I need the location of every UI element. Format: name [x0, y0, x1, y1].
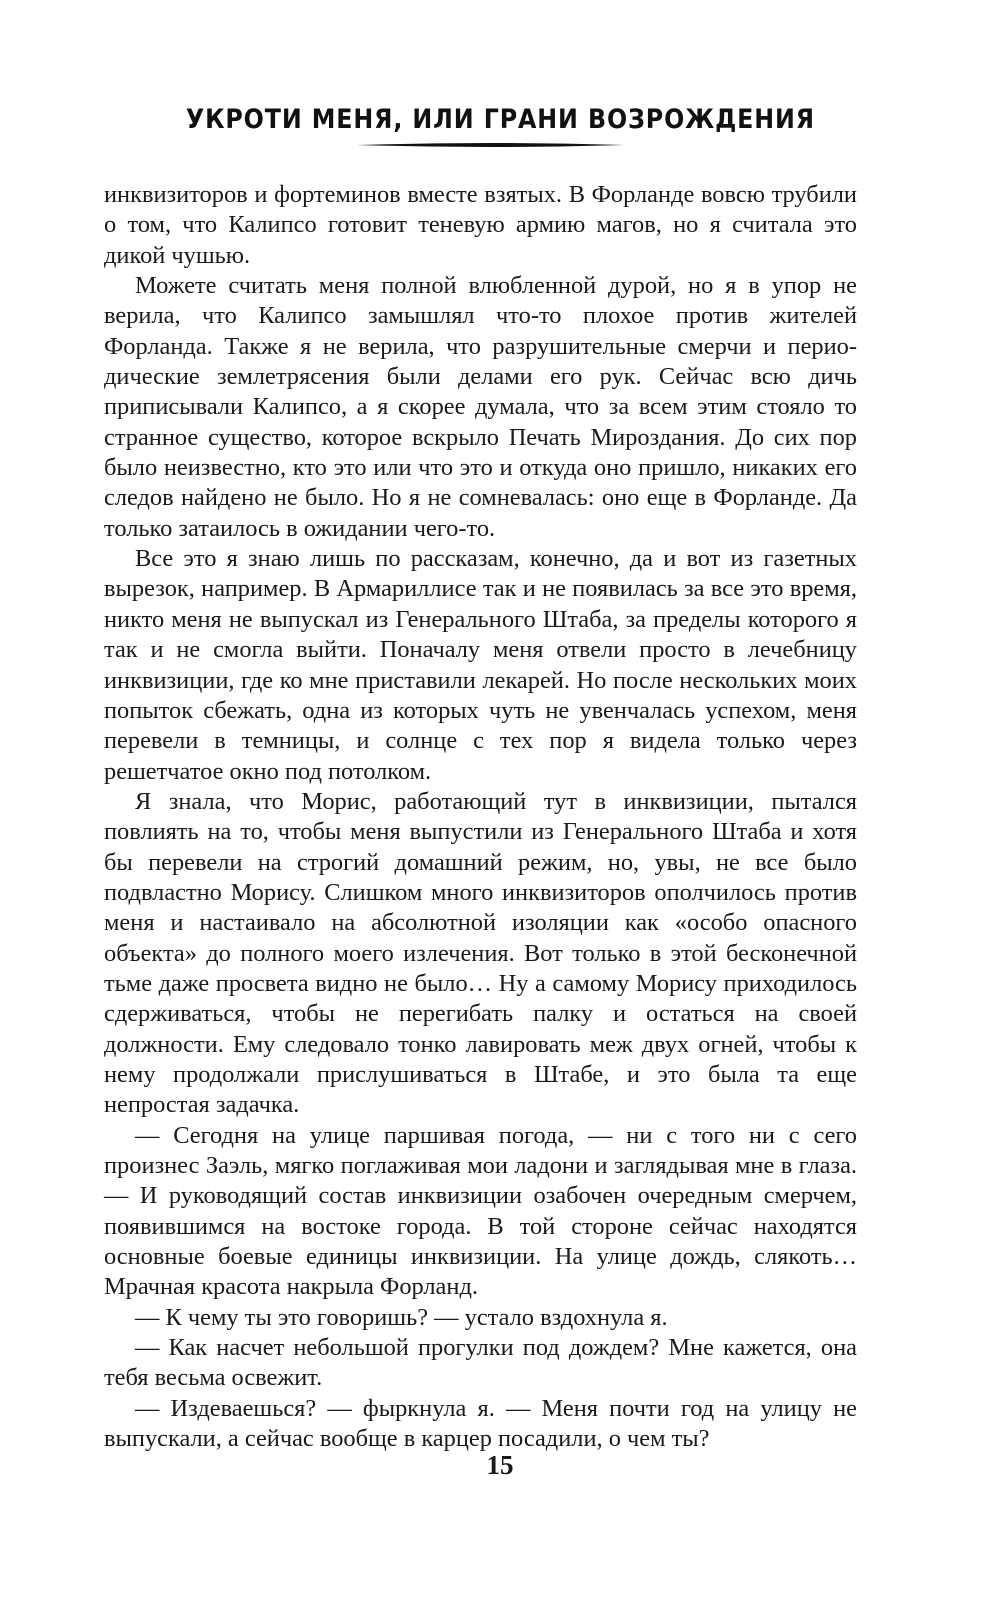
paragraph: Все это я знаю лишь по рассказам, конечно, да и вот из газетных вырезок, например. В Армариллисе так и не появилась за все это время, никто меня не выпускал из Генерального Штаба, за пределы которого я так и не смогла выйти. Поначалу меня отвели просто в лечебницу инквизиции, где ко мне приставили лекарей. Но после нескольких моих попыток сбежать, одна из которых чуть не увенчалась успехом, меня перевели в темницы, и солнце с тех пор я видела только через решетчатое окно под потолком.	[104, 545, 857, 785]
paragraph: инквизиторов и фортеминов вместе взятых. В Форланде вовсю трубили о том, что Калипсо готовит теневую армию магов, но я считала это дикой чушью.	[104, 181, 857, 269]
header-ornament-rule	[357, 142, 625, 148]
dialogue-paragraph: — К чему ты это говоришь? — устало вздохнула я.	[135, 1303, 668, 1331]
page-body	[104, 180, 857, 1454]
dialogue-paragraph: — Сегодня на улице паршивая погода, — ни с того ни с сего произнес Заэль, мягко поглаживая мои ладони и заглядывая мне в глаза. — И руководящий состав инквизиции озабочен очередным смерчем, появившимся на востоке города. В той стороне сейчас находятся основные боевые единицы инквизиции. На улице дождь, слякоть… Мрачная красота накрыла Форланд.	[104, 1121, 857, 1301]
running-title: УКРОТИ МЕНЯ, ИЛИ ГРАНИ ВОЗРОЖДЕНИЯ	[185, 104, 815, 135]
paragraph: Я знала, что Морис, работающий тут в инквизиции, пытался повлиять на то, чтобы меня выпустили из Генерального Штаба и хотя бы перевели на строгий домашний режим, но, увы, не все было подвластно Морису. Слишком много инквизиторов ополчилось против меня и настаивало на абсолютной изоляции как «особо опасного объекта» до полного моего излечения. Вот только в этой бесконечной тьме даже просвета видно не было… Ну а самому Морису приходилось сдерживаться, чтобы не перегибать палку и остаться на своей должности. Ему следовало тонко лавировать меж двух огней, чтобы к нему продолжали прислушиваться в Штабе, и это была та еще непростая задачка.	[104, 787, 857, 1119]
dialogue-paragraph: — Как насчет небольшой прогулки под дождем? Мне кажется, она тебя весьма освежит.	[104, 1334, 857, 1392]
running-header	[0, 105, 1000, 135]
paragraph: Можете считать меня полной влюбленной дурой, но я в упор не верила, что Калипсо замышлял что-то плохое против жителей Форланда. Также я не верила, что разрушительные смерчи и периодические землетрясения были делами его рук. Сейчас всю дичь приписывали Калипсо, а я скорее думала, что за всем этим стояло то странное существо, которое вскрыло Печать Мироздания. До сих пор было неизвестно, кто это или что это и откуда оно пришло, никаких его следов найдено не было. Но я не сомневалась: оно еще в Форланде. Да только затаилось в ожидании чего-то.	[104, 272, 857, 542]
dialogue-paragraph: — Издеваешься? — фыркнула я. — Меня почти год на улицу не выпускали, а сейчас вообще в карцер посадили, о чем ты?	[104, 1394, 857, 1453]
page-number: 15	[486, 1450, 514, 1480]
